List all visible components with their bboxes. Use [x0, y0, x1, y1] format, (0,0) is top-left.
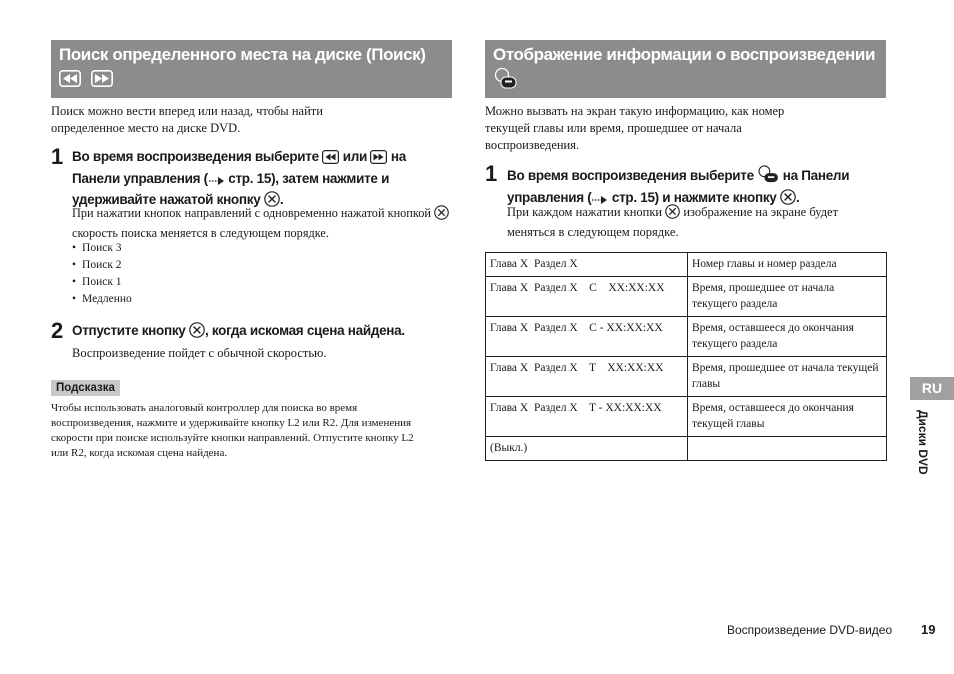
section-heading-search-text: Поиск определенного места на диске (Поиск) — [59, 45, 426, 64]
step-1-desc-a: При каждом нажатии кнопки — [507, 205, 663, 219]
step-2-text-a: Отпустите кнопку — [72, 323, 186, 338]
table-cell: Номер главы и номер раздела — [688, 253, 887, 277]
step-1-description — [72, 205, 454, 242]
step-1-text-c: на Панели управления ( — [72, 149, 406, 186]
table-row — [486, 397, 887, 437]
speed-list — [72, 240, 132, 308]
list-item: • Медленно — [72, 291, 132, 308]
list-item: • Поиск 2 — [72, 257, 132, 274]
table-cell: Глава X Раздел X C XX:XX:XX — [486, 277, 688, 317]
table-cell: Время, прошедшее от начала текущей главы — [688, 357, 887, 397]
cross-button-icon — [665, 204, 680, 224]
list-item: • Поиск 1 — [72, 274, 132, 291]
rewind-icon — [322, 150, 339, 170]
step-1-instruction — [72, 148, 452, 213]
table-cell: Время, оставшееся до окончания текущей главы — [688, 397, 887, 437]
table-cell: Время, прошедшее от начала текущего раздела — [688, 277, 887, 317]
display-modes-table — [485, 252, 887, 461]
page-reference-arrow-icon — [208, 173, 225, 192]
page-number: 19 — [921, 622, 936, 637]
table-cell: Глава X Раздел X C - XX:XX:XX — [486, 317, 688, 357]
step-2-description: Воспроизведение пойдет с обычной скоростью. — [72, 346, 327, 360]
section-heading-info-text: Отображение информации о воспроизведении — [493, 45, 876, 64]
language-tab: RU — [910, 377, 954, 400]
table-row — [486, 357, 887, 397]
cross-button-icon — [189, 322, 205, 344]
step-1-text-d: стр. 15), затем нажмите и удерживайте нажатой кнопку — [72, 170, 390, 207]
cross-button-icon — [434, 205, 449, 225]
table-cell — [688, 437, 887, 461]
search-intro: Поиск можно вести вперед или назад, чтобы найти определенное место на диске DVD. — [51, 104, 323, 135]
step-1-desc-a: При нажатии кнопок направлений с одновременно нажатой кнопкой — [72, 206, 431, 220]
step-1-text-a: Во время воспроизведения выберите — [507, 168, 754, 183]
list-item: • Поиск 3 — [72, 240, 132, 257]
section-label: Диски DVD — [916, 410, 930, 475]
footer-title: Воспроизведение DVD-видео — [727, 623, 893, 637]
step-1-text-c: стр. 15) и нажмите кнопку — [611, 189, 777, 205]
table-cell: Глава X Раздел X T - XX:XX:XX — [486, 397, 688, 437]
step-1-number: 1 — [485, 161, 498, 186]
table-cell: Глава X Раздел X T XX:XX:XX — [486, 357, 688, 397]
step-1-number: 1 — [51, 144, 64, 169]
info-intro: Можно вызвать на экран такую информацию, как номер текущей главы или время, прошедшее от начала воспроизведения. — [485, 104, 785, 152]
fast-forward-icon — [91, 70, 113, 94]
info-display-icon — [757, 165, 779, 189]
table-row — [486, 317, 887, 357]
section-heading-search — [51, 40, 452, 98]
step-1-text-a: Во время воспроизведения выберите — [72, 149, 319, 164]
step-2-number: 2 — [51, 318, 64, 343]
table-cell: Время, оставшееся до окончания текущего раздела — [688, 317, 887, 357]
step-1-text-d: . — [795, 189, 800, 205]
step-2-text-b: , когда искомая сцена найдена. — [204, 323, 405, 338]
step-2-instruction — [72, 322, 452, 344]
table-row — [486, 253, 887, 277]
rewind-icon — [59, 70, 81, 94]
step-1-description — [507, 204, 877, 241]
table-row — [486, 277, 887, 317]
step-1-text-b: или — [342, 149, 368, 164]
fast-forward-icon — [370, 150, 387, 170]
table-row — [486, 437, 887, 461]
table-cell: Глава X Раздел X — [486, 253, 688, 277]
info-display-icon — [493, 67, 517, 96]
step-1-text-b: на Панели управления ( — [507, 168, 850, 205]
tip-label: Подсказка — [51, 380, 120, 396]
tip-text: Чтобы использовать аналоговый контроллер для поиска во время воспроизведения, нажмите и удерживайте кнопку L2 или R2. Для изменения скорости при поиске используйте кнопки направлений. Отпустите кнопку L2 или R2, когда искомая сцена найдена. — [51, 402, 414, 459]
step-1-text-e: . — [279, 192, 284, 207]
step-1-desc-b: изображение на экране будет меняться в следующем порядке. — [507, 205, 839, 239]
table-cell: (Выкл.) — [486, 437, 688, 461]
section-heading-info — [485, 40, 886, 98]
step-1-desc-b: скорость поиска меняется в следующем порядке. — [72, 226, 329, 240]
